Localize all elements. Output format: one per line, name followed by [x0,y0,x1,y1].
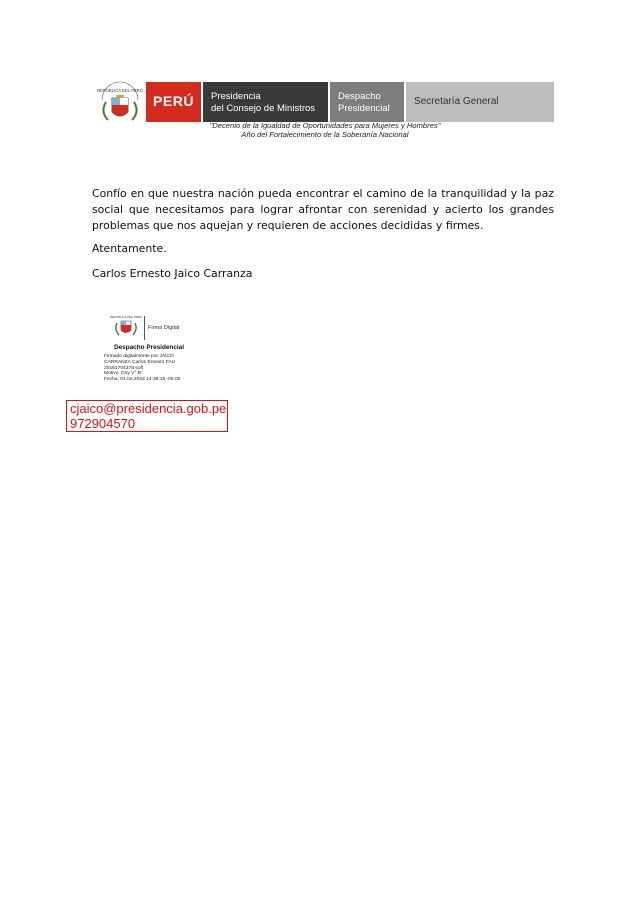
secretaria-label: Secretaría General [414,96,499,107]
pcm-block [203,82,328,122]
digital-signature-stamp [104,313,214,385]
despacho-line1: Despacho [338,91,381,102]
peru-label: PERÚ [153,93,194,109]
stamp-detail-line: Fecha: 01.02.2022 14:38:15 -05:00 [104,377,181,383]
peru-block [146,82,201,122]
stamp-seal-caption: REPÚBLICA DEL PERÚ [109,315,143,319]
letterhead [96,82,554,122]
motto-line2: Año del Fortalecimiento de la Soberanía Nacional [241,130,409,139]
closing: Atentamente. [92,242,167,255]
motto [160,121,490,139]
signer-name: Carlos Ernesto Jaico Carranza [92,267,253,280]
stamp-detail-line: Motivo: Doy V° B° [104,371,143,377]
coat-of-arms-icon [96,82,144,126]
stamp-detail-line: Firmado digitalmente por JAICO [104,354,174,359]
stamp-detail-line: CARRANZA Carlos Ernesto FAU [104,359,176,365]
stamp-detail-line: 20161704378 soft [104,365,144,371]
secretaria-block [406,82,554,122]
firma-digital-label: Firma Digital [148,325,180,331]
seal-caption: REPÚBLICA DEL PERÚ [97,88,143,93]
stamp-office: Despacho Presidencial [114,344,184,351]
stamp-details [104,354,180,383]
body-paragraph: Confío en que nuestra nación pueda encontrar el camino de la tranquilidad y la paz social que necesitamos para lograr afrontar con serenidad y acierto los grandes problemas que nos aquejan y requieren de acciones decididas y firmes. [92,187,554,232]
stamp-divider [144,316,145,340]
pcm-line1: Presidencia [211,91,261,102]
motto-line1: "Decenio de la Igualdad de Oportunidades para Mujeres y Hombres" [209,121,441,130]
despacho-line2: Presidencial [338,103,390,114]
contact-box [66,400,228,432]
contact-phone: 972904570 [70,415,136,431]
contact-email[interactable]: cjaico@presidencia.gob.pe [70,401,227,416]
despacho-block [330,82,404,122]
coat-of-arms-icon [109,313,143,339]
pcm-line2: del Consejo de Ministros [211,103,316,114]
